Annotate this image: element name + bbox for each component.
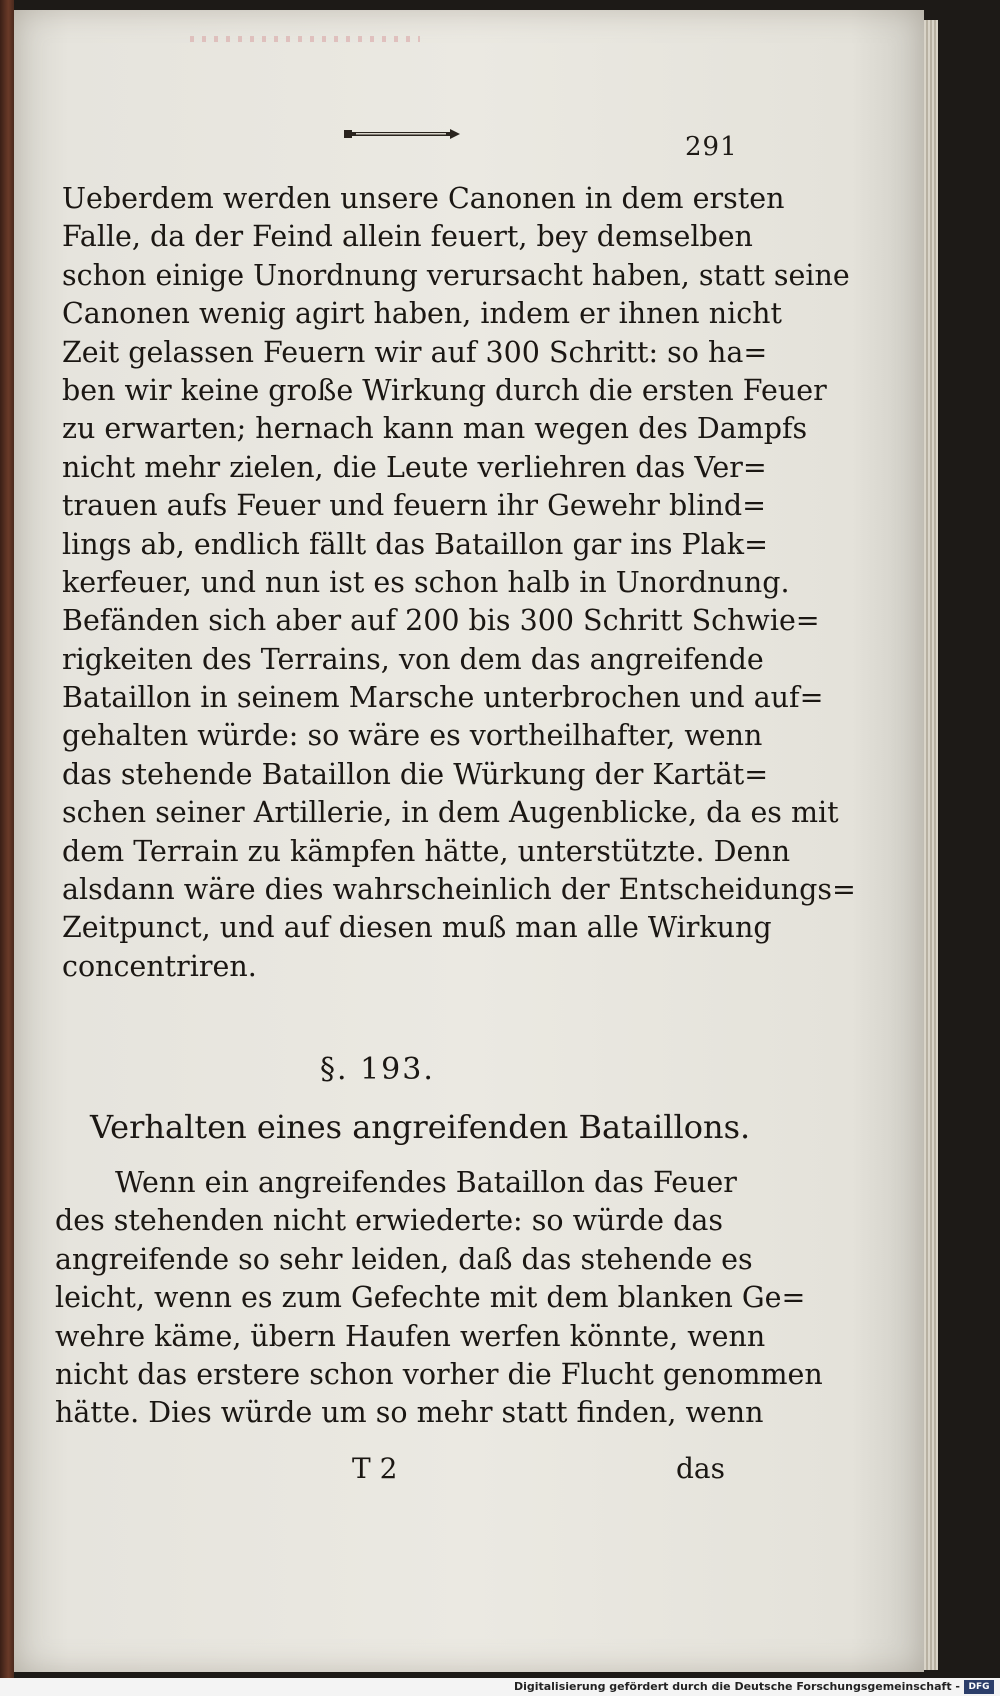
section-title: Verhalten eines angreifenden Bataillons.: [90, 1108, 751, 1146]
page-number: 291: [685, 132, 738, 162]
text-line: des stehenden nicht erwiederte: so würde das: [55, 1204, 723, 1238]
text-line: dem Terrain zu kämpfen hätte, unterstützte. Denn: [62, 834, 791, 868]
header-ornament: [342, 127, 462, 141]
text-line: trauen aufs Feuer und feuern ihr Gewehr blind=: [62, 489, 766, 523]
text-line: lings ab, endlich fällt das Bataillon gar ins Plak=: [62, 527, 768, 561]
text-line: ben wir keine große Wirkung durch die ersten Feuer: [62, 373, 827, 407]
text-line: schon einige Unordnung verursacht haben, statt seine: [62, 258, 850, 292]
text-line: Zeit gelassen Feuern wir auf 300 Schritt: so ha=: [62, 335, 768, 369]
section-number: §. 193.: [320, 1052, 435, 1087]
text-line: concentriren.: [62, 949, 257, 983]
text-line: zu erwarten; hernach kann man wegen des Dampfs: [62, 412, 808, 446]
text-line: gehalten würde: so wäre es vortheilhafter, wenn: [62, 719, 763, 753]
text-line: nicht das erstere schon vorher die Flucht genommen: [55, 1357, 823, 1391]
text-line: wehre käme, übern Haufen werfen könnte, wenn: [55, 1319, 766, 1353]
footer-credit: Digitalisierung gefördert durch die Deutsche Forschungsgemeinschaft -: [513, 1680, 960, 1693]
printer-signature: T 2: [352, 1452, 398, 1485]
text-line: kerfeuer, und nun ist es schon halb in Unordnung.: [62, 565, 790, 599]
text-line: Canonen wenig agirt haben, indem er ihnen nicht: [62, 297, 782, 331]
text-line: Falle, da der Feind allein feuert, bey demselben: [62, 220, 753, 254]
text-line: alsdann wäre dies wahrscheinlich der Entscheidungs=: [62, 873, 856, 907]
text-line: Wenn ein angreifendes Bataillon das Feuer: [115, 1166, 737, 1199]
text-line: rigkeiten des Terrains, von dem das angreifende: [62, 642, 764, 676]
text-line: nicht mehr zielen, die Leute verliehren das Ver=: [62, 450, 767, 484]
book-spine: [0, 0, 14, 1680]
page-edges: [924, 20, 938, 1670]
dfg-logo: DFG: [964, 1680, 994, 1694]
decorative-dots: [190, 36, 420, 42]
text-line: schen seiner Artillerie, in dem Augenblicke, da es mit: [62, 796, 839, 830]
text-line: hätte. Dies würde um so mehr statt finden, wenn: [55, 1396, 764, 1430]
text-line: Zeitpunct, und auf diesen muß man alle Wirkung: [62, 911, 772, 945]
text-line: angreifende so sehr leiden, daß das stehende es: [55, 1242, 753, 1276]
paragraph-2: [55, 1164, 823, 1433]
catchword: das: [676, 1452, 725, 1485]
text-line: Ueberdem werden unsere Canonen in dem ersten: [62, 182, 785, 215]
paragraph-1: [62, 180, 856, 986]
text-line: Bataillon in seinem Marsche unterbrochen und auf=: [62, 681, 824, 715]
text-line: leicht, wenn es zum Gefechte mit dem blanken Ge=: [55, 1281, 806, 1315]
text-line: Befänden sich aber auf 200 bis 300 Schritt Schwie=: [62, 604, 820, 638]
text-line: das stehende Bataillon die Würkung der Kartät=: [62, 757, 769, 791]
